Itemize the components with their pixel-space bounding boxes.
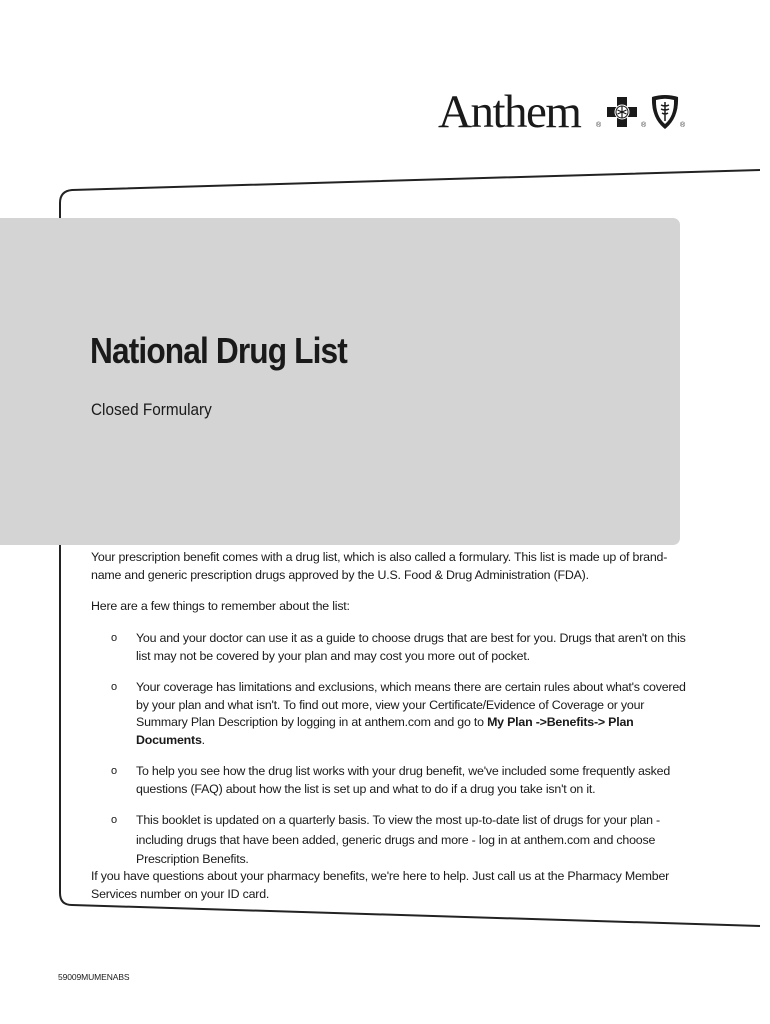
- list-item: [111, 811, 691, 870]
- document-title: National Drug List: [90, 330, 347, 371]
- bullet-text: You and your doctor can use it as a guide to choose drugs that are best for you. Drugs that aren't on this list may not be covered by your plan and may cost you more out of pocket.: [136, 631, 686, 663]
- bullet-period: .: [201, 732, 205, 747]
- intro-paragraph: Your prescription benefit comes with a drug list, which is also called a formulary. This list is made up of brand-name and generic prescription drugs approved by the U.S. Food & Drug Administration (FDA).: [91, 550, 668, 582]
- closing-paragraph: If you have questions about your pharmacy benefits, we're here to help. Just call us at the Pharmacy Member Services number on your ID card.: [91, 869, 670, 901]
- bullet-marker: o: [111, 765, 117, 777]
- bullet-list: [111, 630, 691, 870]
- bullet-marker: o: [111, 814, 117, 826]
- list-item: [111, 630, 691, 665]
- bullet-text: To help you see how the drug list works with your drug benefit, we've included some frequently asked questions (FAQ) about how the list is set up and what to do if a drug you take isn't on it.: [136, 764, 671, 796]
- plan-documents-path: My Plan ->Benefits-> Plan Documents: [136, 715, 634, 747]
- anthem-wordmark: Anthem: [438, 86, 581, 138]
- bullet-marker: o: [111, 681, 117, 693]
- lead-paragraph: Here are a few things to remember about the list:: [91, 599, 350, 613]
- bullet-text: Your coverage has limitations and exclusions, which means there are certain rules about what's covered by your plan and what isn't. To find out more, view your Certificate/Evidence of Coverage or your Summary Plan Description by logging in at anthem.com and go to: [136, 680, 686, 729]
- document-code: 59009MUMENABS: [58, 972, 130, 982]
- list-item: [111, 679, 691, 749]
- bullet-text: This booklet is updated on a quarterly basis. To view the most up-to-date list of drugs for your plan - including drugs that have been added, generic drugs and more - log in at anthem.com and choose Prescription Benefits.: [136, 813, 660, 866]
- document-subtitle: Closed Formulary: [91, 400, 212, 419]
- list-item: [111, 763, 691, 798]
- registered-mark-2: ®: [641, 122, 647, 129]
- registered-mark-3: ®: [680, 122, 686, 129]
- registered-mark: ®: [596, 122, 602, 129]
- bullet-marker: o: [111, 632, 117, 644]
- title-band: [0, 218, 680, 545]
